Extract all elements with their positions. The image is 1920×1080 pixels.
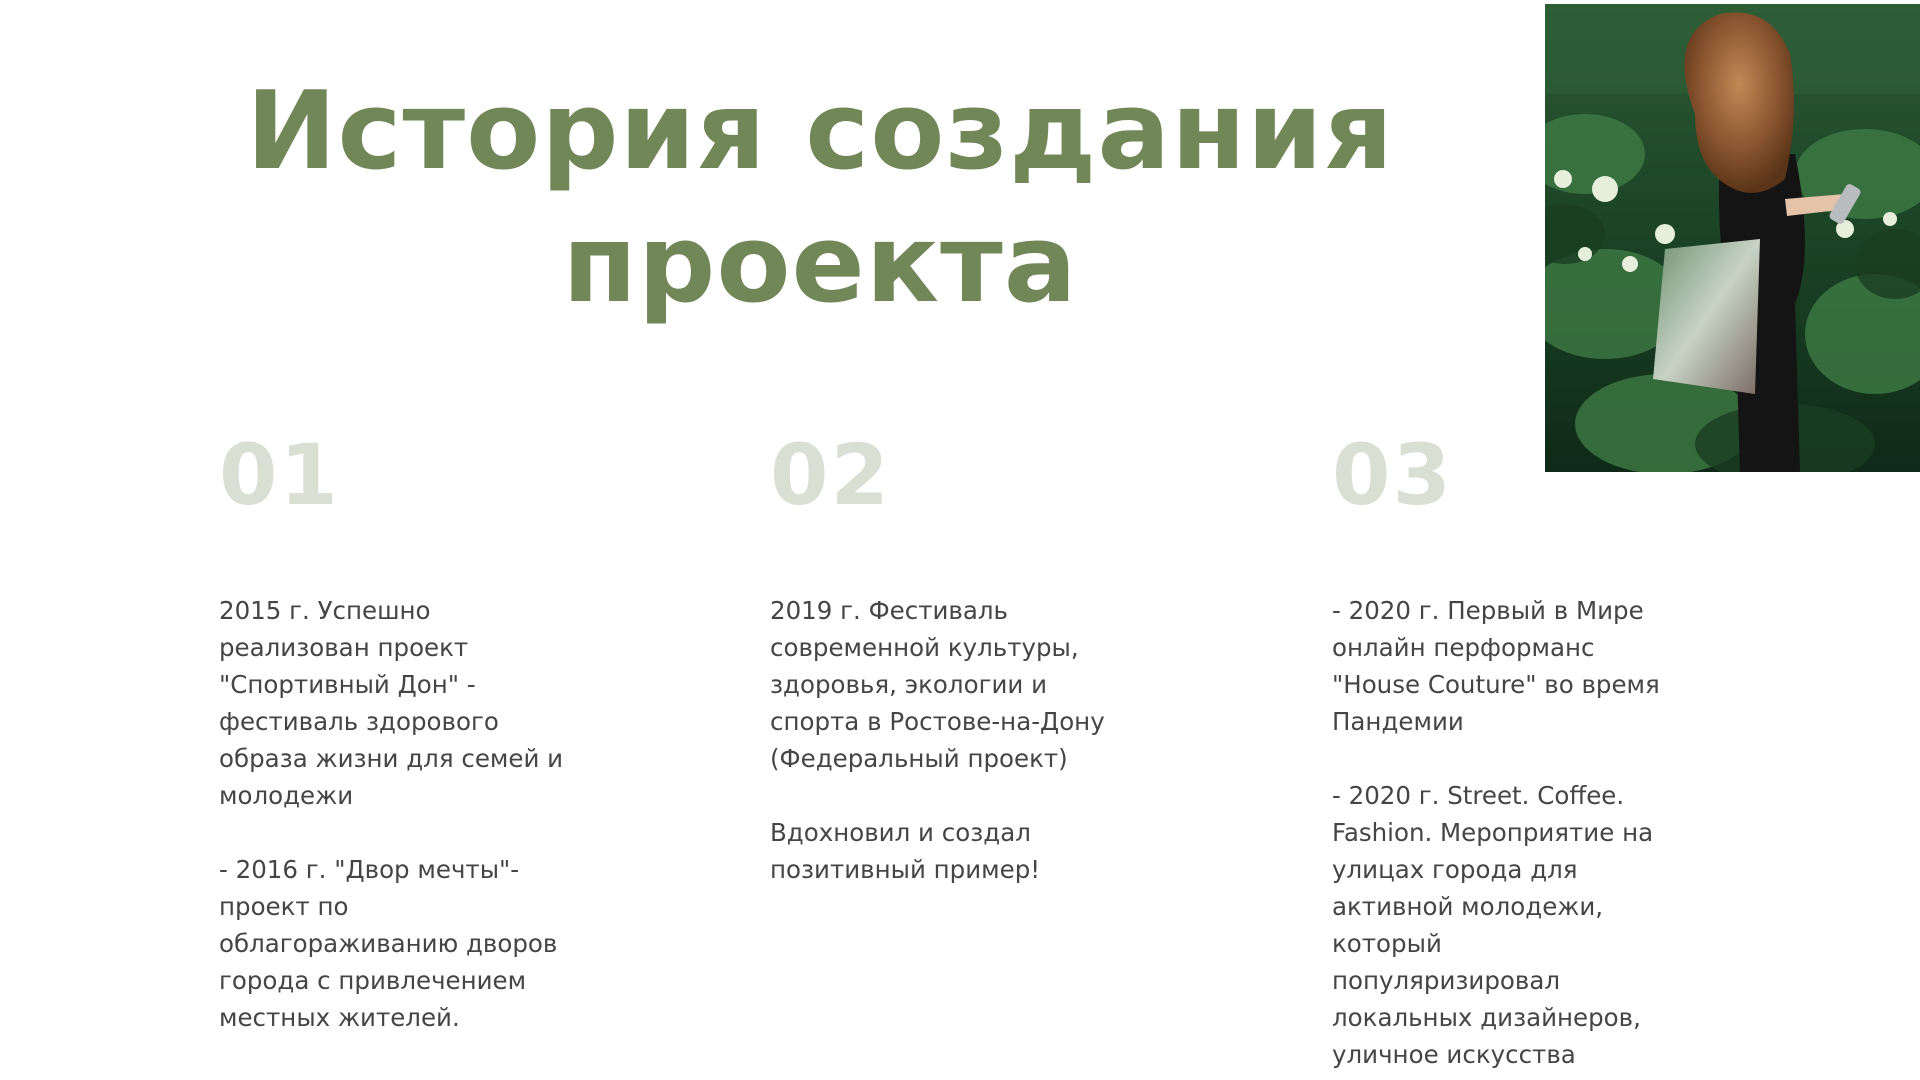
slide-title-line-1: История создания — [246, 69, 1394, 194]
paragraph: - 2016 г. "Двор мечты"- проект по облагораживанию дворов города с привлечением местных жителей. — [219, 855, 558, 1032]
paragraph: Вдохновил и создал позитивный пример! — [770, 818, 1041, 884]
photo-woman-in-garden — [1545, 4, 1920, 472]
column-text — [1332, 592, 1752, 1073]
paragraph: - 2020 г. Первый в Мире онлайн перформанс "House Couture" во время Пандемии — [1332, 596, 1660, 736]
timeline-column-1 — [219, 426, 639, 1036]
timeline-column-3 — [1332, 426, 1752, 1073]
paragraph: - 2020 г. Street. Coffee. Fashion. Мероприятие на улицах города для активной молодежи, который популяризировал локальных дизайнеров, уличное искусства — [1332, 781, 1654, 1069]
step-number: 03 — [1332, 426, 1453, 524]
step-number: 02 — [770, 426, 891, 524]
column-text — [219, 592, 639, 1036]
step-number: 01 — [219, 426, 340, 524]
slide-title-line-2: проекта — [562, 202, 1078, 327]
timeline-column-2 — [770, 426, 1190, 888]
paragraph: 2015 г. Успешно реализован проект "Спортивный Дон" - фестиваль здорового образа жизни для семей и молодежи — [219, 596, 564, 810]
column-text — [770, 592, 1190, 888]
paragraph: 2019 г. Фестиваль современной культуры, здоровья, экологии и спорта в Ростове-на-Дону (Федеральный проект) — [770, 596, 1105, 773]
slide-title — [180, 65, 1460, 331]
photo-image — [1545, 4, 1920, 472]
